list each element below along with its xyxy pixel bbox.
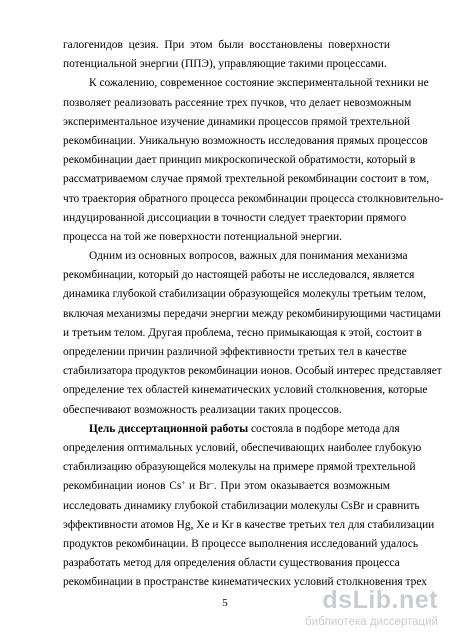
ions-text-3: . При этом оказывается возможным [213, 480, 390, 493]
text-line: рекомбинации, который до настоящей работы не исследовался, является [63, 269, 415, 282]
text-line: включая механизмы передачи энергии между рекомбинирующими частицами [63, 307, 441, 320]
text-line: рассматриваемом случае прямой трехтельной рекомбинации состоит в том, [63, 173, 430, 186]
text-line: позволяет реализовать рассеяние трех пучков, что делает невозможным [63, 96, 412, 109]
ions-text-2: и Br [185, 480, 211, 493]
text-line: эффективности атомов Hg, Xe и Kr в качестве третьих тел для стабилизации [63, 518, 435, 531]
ions-line [63, 477, 390, 496]
cs-charge: + [181, 479, 186, 488]
watermark-logo [305, 586, 440, 630]
text-line: определении причин различной эффективности третьих тел в качестве [63, 346, 407, 358]
text-line: динамика глубокой стабилизации образующейся молекулы третьим телом, [63, 288, 427, 301]
text-line: рекомбинации. Уникальную возможность исследования прямых процессов [63, 134, 428, 147]
text-line: определения оптимальных условий, обеспечивающих наиболее глубокую [63, 441, 422, 454]
text-line: что траектория обратного процесса рекомбинации процесса столкновительно- [63, 192, 444, 205]
text-line: потенциальной энергии (ППЭ), управляющие такими процессами. [63, 58, 387, 71]
text-line: продуктов рекомбинации. В процессе выполнения исследований удалось [63, 537, 419, 550]
text-line: К сожалению, современное состояние экспериментальной техники не [89, 77, 429, 90]
text-line: экспериментальное изучение динамики процессов прямой трехтельной [63, 115, 410, 128]
ions-text-1: рекомбинации ионов Cs [63, 480, 182, 493]
paragraph-block-2 [63, 439, 422, 477]
watermark-brand: dsLib.net [322, 586, 438, 614]
text-line: разработать метод для определения области существования процесса [63, 557, 400, 570]
goal-line [63, 420, 400, 439]
text-line: процесса на той же поверхности потенциальной энергии. [63, 230, 342, 243]
paragraph-block-1 [63, 36, 444, 420]
text-line: стабилизатора продуктов рекомбинации ионов. Особый интерес представляет [63, 365, 442, 378]
text-line: индуцированной диссоциации в точности следует траектории прямого [63, 211, 407, 224]
text-line: исследовать динамику глубокой стабилизации молекулы CsBr и сравнить [63, 499, 420, 512]
watermark-subtitle: библиотека диссертаций [305, 616, 438, 628]
paragraph-block-3 [63, 497, 435, 593]
text-line: определение тех областей кинематических условий столкновения, которые [63, 384, 428, 397]
br-charge: – [210, 479, 214, 488]
text-line: и третьим телом. Другая проблема, тесно примыкающая к этой, состоит в [63, 326, 422, 339]
text-line: стабилизацию образующейся молекулы на примере прямой трехтельной [63, 461, 416, 474]
goal-text: состояла в подборе метода для [248, 422, 400, 435]
text-line: Одним из основных вопросов, важных для понимания механизма [89, 250, 408, 263]
page-number: 5 [222, 597, 228, 609]
text-line: рекомбинации дает принцип микроскопической обратимости, который в [63, 154, 416, 167]
document-body [63, 36, 444, 592]
text-line: рекомбинации в пространстве кинематических условий столкновения трех [63, 576, 427, 589]
goal-heading: Цель диссертационной работы [89, 422, 249, 435]
text-line: обеспечивают возможность реализации таких процессов. [63, 403, 342, 416]
text-line: галогенидов цезия. При этом были восстановлены поверхности [63, 39, 390, 51]
